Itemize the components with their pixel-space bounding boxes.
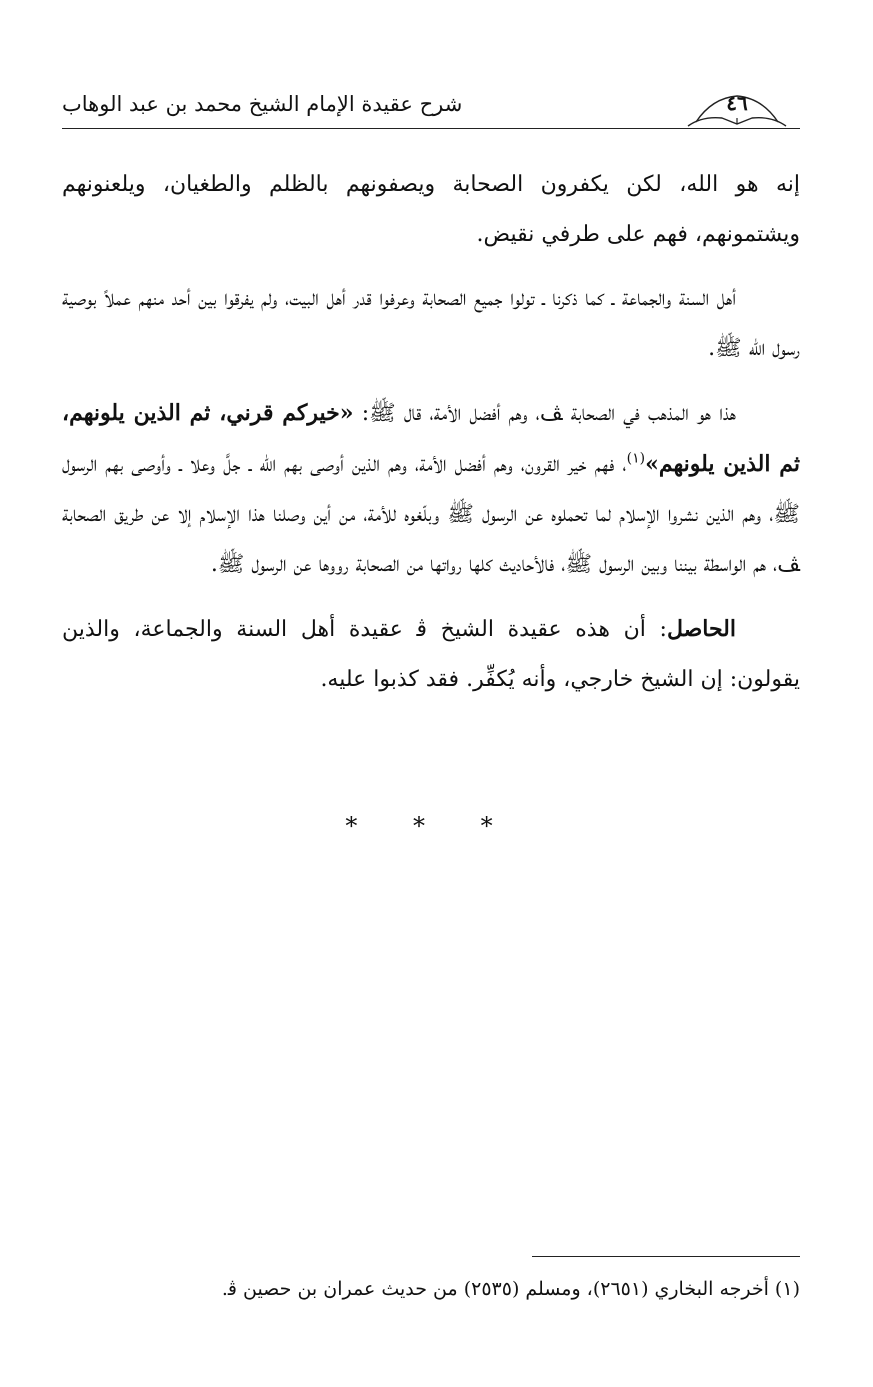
page-header [62, 88, 800, 129]
paragraph-lead: الحاصل [666, 616, 736, 642]
running-title: شرح عقيدة الإمام الشيخ محمد بن عبد الوهاب [62, 92, 463, 116]
page-number-badge [682, 88, 792, 128]
section-separator: * * * [345, 812, 517, 840]
paragraph [62, 388, 800, 590]
paragraph: أهل السنة والجماعة ـ كما ذكرنا ـ تولوا جميع الصحابة وعرفوا قدر أهل البيت، ولم يفرقوا بين أحد منهم عملاً بوصية رسول الله ﷺ. [62, 286, 800, 361]
paragraph [62, 604, 800, 705]
hadith-quote: «خيركم قرني، ثم الذين يلونهم، ثم الذين يلونهم» [62, 400, 800, 477]
footnote-marker: (١) [626, 450, 646, 467]
main-text [62, 160, 800, 719]
footnote: (١) أخرجه البخاري (٢٦٥١)، ومسلم (٢٥٣٥) من حديث عمران بن حصين ﭬ. [221, 1278, 800, 1300]
paragraph-continuation: : أن هذه عقيدة الشيخ ﭬ عقيدة أهل السنة والجماعة، والذين يقولون: إن الشيخ خارجي، وأنه يُكفِّر. فقد كذبوا عليه. [62, 617, 800, 692]
page-number: ٤٦ [726, 91, 748, 115]
paragraph: إنه هو الله، لكن يكفرون الصحابة ويصفونهم بالظلم والطغيان، ويلعنونهم ويشتمونهم، فهم على طرفي نقيض. [62, 172, 800, 247]
footnote-divider [532, 1256, 800, 1257]
paragraph-intro: هذا هو المذهب في الصحابة ﭫ، وهم أفضل الأمة، قال ﷺ: [361, 401, 737, 426]
paragraph-continuation: ، فهم خير القرون، وهم أفضل الأمة، وهم الذين أوصى بهم الله ـ جلَّ وعلا ـ وأوصى بهم الرسول ﷺ، وهم الذين نشروا الإسلام لما تحملوه عن الرسول ﷺ وبلّغوه للأمة، من أين وصلنا هذا الإسلام إلا عن طريق الصحابة ﭫ، هم الواسطة بيننا وبين الرسول ﷺ، فالأحاديث كلها رواتها من الصحابة رووها عن الرسول ﷺ. [62, 452, 800, 577]
